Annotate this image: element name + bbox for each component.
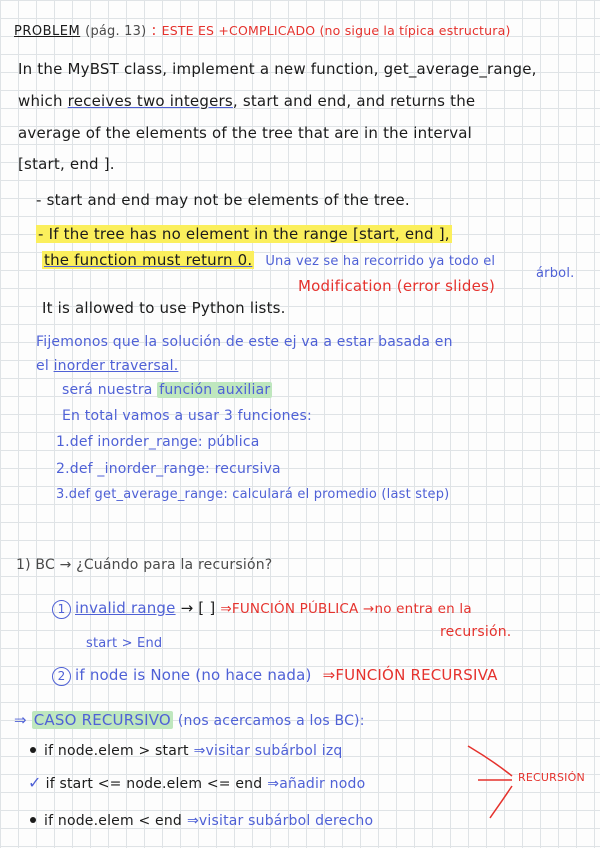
arrow-icon: ⇒ <box>14 711 27 729</box>
statement-line-2c: , start and end, and returns the <box>232 92 476 110</box>
recursive-item-1-code: if node.elem > start <box>44 743 189 759</box>
lists-allowed: It is allowed to use Python lists. <box>42 299 286 317</box>
empty-list-arrow: → [ ] <box>180 599 216 617</box>
aux-function-highlight: función auxiliar <box>159 382 271 398</box>
base-case-1 <box>52 598 472 619</box>
recursive-item-2-code: if start <= node.elem <= end <box>45 776 263 792</box>
header-line <box>14 20 511 42</box>
recursive-item-3 <box>30 810 373 831</box>
modification-note: Modification (error slides) <box>298 277 496 295</box>
recursive-item-2-note: ⇒añadir nodo <box>267 776 366 792</box>
recursive-item-2 <box>28 773 365 794</box>
problem-heading: PROBLEM <box>14 24 81 39</box>
function-2: 2.def _inorder_range: recursiva <box>56 461 281 477</box>
circle-two-icon: 2 <box>52 667 71 686</box>
intro-note-el: el <box>36 358 49 374</box>
statement-line-2a: which <box>18 92 63 110</box>
statement-line-2 <box>18 91 475 111</box>
function-3: 3.def get_average_range: calculará el promedio (last step) <box>56 487 450 502</box>
recursive-item-3-code: if node.elem < end <box>44 813 183 829</box>
bullet-icon <box>30 747 36 753</box>
statement-line-4: [start, end ]. <box>18 155 115 173</box>
recursive-item-1-note: ⇒visitar subárbol izq <box>193 743 343 759</box>
recursive-case-title: CASO RECURSIVO <box>33 711 171 729</box>
header-note: ESTE ES +COMPLICADO (no sigue la típica estructura) <box>161 23 511 38</box>
function-1: 1.def inorder_range: pública <box>56 434 260 450</box>
recursive-case-heading <box>14 710 365 731</box>
recursion-label: RECURSIÓN <box>518 771 585 784</box>
recursive-item-3-note: ⇒visitar subárbol derecho <box>186 813 374 829</box>
statement-line-1: In the MyBST class, implement a new function, get_average_range, <box>18 60 537 78</box>
constraint-bullet-2b <box>42 250 495 272</box>
page-reference: (pág. 13) <box>85 24 147 39</box>
inorder-traversal: inorder traversal. <box>53 358 179 374</box>
public-function-note-b: recursión. <box>440 624 512 640</box>
aux-function-pre: será nuestra <box>62 382 153 398</box>
header-colon: : <box>151 21 157 39</box>
constraint-bullet-1: - start and end may not be elements of the tree. <box>36 191 410 209</box>
intro-note-a: Fijemonos que la solución de este ej va a estar basada en <box>36 334 453 350</box>
circle-one-icon: 1 <box>52 600 71 619</box>
public-function-note: ⇒FUNCIÓN PÚBLICA →no entra en la <box>220 601 472 617</box>
invalid-range-condition: start > End <box>86 636 163 651</box>
traversal-note-b: árbol. <box>536 266 575 281</box>
statement-line-3: average of the elements of the tree that are in the interval <box>18 124 473 142</box>
invalid-range: invalid range <box>75 599 176 617</box>
node-none-condition: if node is None (no hace nada) <box>75 666 312 684</box>
intro-note-b <box>36 356 178 376</box>
receives-two-integers: receives two integers <box>67 92 233 110</box>
base-case-2 <box>52 665 498 686</box>
highlighted-return-zero: the function must return 0. <box>44 251 253 269</box>
bullet-icon-3 <box>30 817 36 823</box>
recursive-case-note: (nos acercamos a los BC): <box>177 713 365 729</box>
check-icon: ✓ <box>28 773 42 792</box>
recursive-item-1 <box>30 740 343 761</box>
recursive-function-note: ⇒FUNCIÓN RECURSIVA <box>322 666 498 684</box>
constraint-bullet-2 <box>36 224 452 244</box>
functions-total: En total vamos a usar 3 funciones: <box>62 408 312 424</box>
base-case-question: 1) BC → ¿Cuándo para la recursión? <box>16 557 273 573</box>
traversal-note: Una vez se ha recorrido ya todo el <box>265 254 496 269</box>
aux-function-note <box>62 380 272 400</box>
highlighted-no-element: - If the tree has no element in the range [start, end ], <box>38 225 450 243</box>
